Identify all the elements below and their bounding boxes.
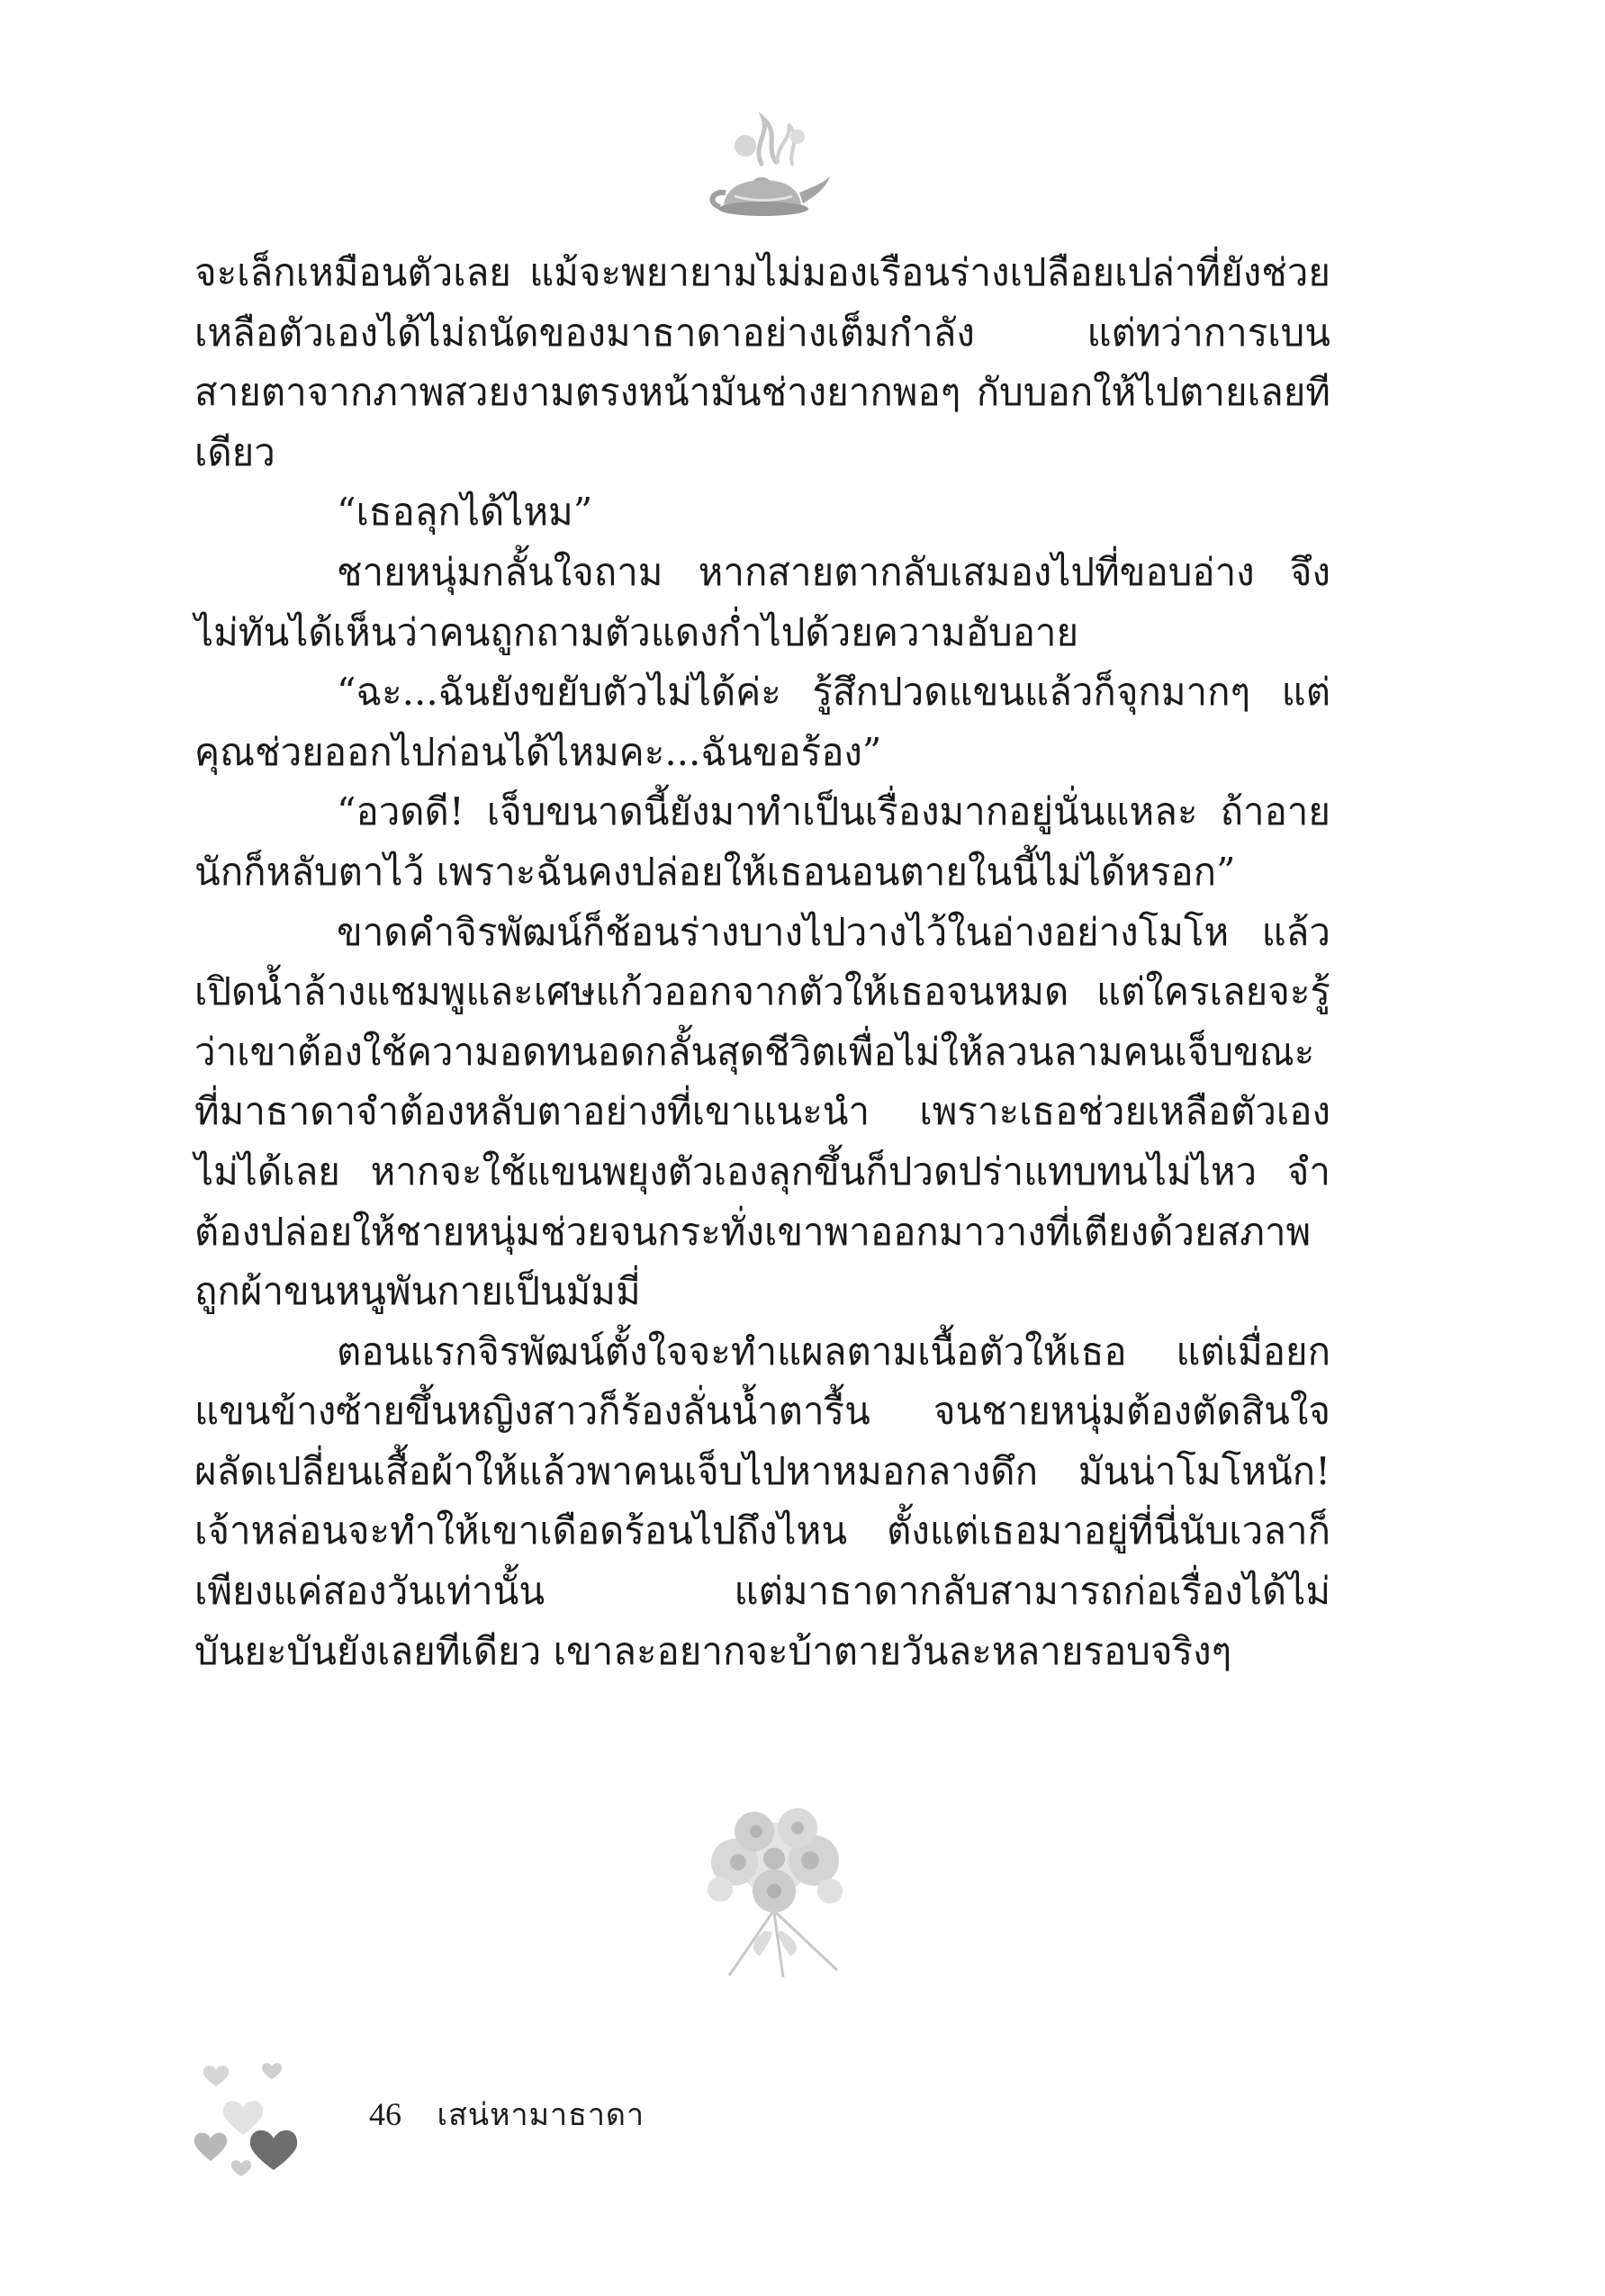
paragraph: ชายหนุ่มกลั้นใจถาม หากสายตากลับเสมองไปที่ขอบอ่าง จึงไม่ทันได้เห็นว่าคนถูกถามตัวแดงก่ำไปด้วยความอับอาย xyxy=(194,549,1330,654)
teapot-icon xyxy=(699,110,834,236)
paragraph: “เธอลุกได้ไหม” xyxy=(337,490,593,535)
paragraph: ขาดคำจิรพัฒน์ก็ช้อนร่างบางไปวางไว้ในอ่างอย่างโมโห แล้วเปิดน้ำล้างแชมพูและเศษแก้วออกจากตัวให้เธอจนหมด แต่ใครเลยจะรู้ว่าเขาต้องใช้ความอดทนอดกลั้นสุดชีวิตเพื่อไม่ให้ลวนลามคนเจ็บขณะที่มาธาดาจำต้องหลับตาอย่างที่เขาแนะนำ เพราะเธอช่วยเหลือตัวเองไม่ได้เลย หากจะใช้แขนพยุงตัวเองลุกขึ้นก็ปวดปร่าแทบทนไม่ไหว จำต้องปล่อยให้ชายหนุ่มช่วยจนกระทั่งเขาพาออกมาวางที่เตียงด้วยสภาพถูกผ้าขนหนูพันกายเป็นมัมมี่ xyxy=(194,909,1330,1314)
flower-bouquet-icon xyxy=(666,1805,882,1985)
page-number: 46 xyxy=(369,2096,401,2132)
paragraph: “ฉะ...ฉันยังขยับตัวไม่ได้ค่ะ รู้สึกปวดแขนแล้วก็จุกมากๆ แต่คุณช่วยออกไปก่อนได้ไหมคะ...ฉันขอร้อง” xyxy=(194,670,1330,774)
paragraph: “อวดดี! เจ็บขนาดนี้ยังมาทำเป็นเรื่องมากอยู่นั่นแหละ ถ้าอายนักก็หลับตาไว้ เพราะฉันคงปล่อยให้เธอนอนตายในนี้ไม่ได้หรอก” xyxy=(194,789,1330,894)
body-text xyxy=(194,243,1330,1681)
paragraph: ตอนแรกจิรพัฒน์ตั้งใจจะทำแผลตามเนื้อตัวให้เธอ แต่เมื่อยกแขนข้างซ้ายขึ้นหญิงสาวก็ร้องลั่นน้ำตารื้น จนชายหนุ่มต้องตัดสินใจผลัดเปลี่ยนเสื้อผ้าให้แล้วพาคนเจ็บไปหาหมอกลางดึก มันน่าโมโหนัก! เจ้าหล่อนจะทำให้เขาเดือดร้อนไปถึงไหน ตั้งแต่เธอมาอยู่ที่นี่นับเวลาก็เพียงแค่สองวันเท่านั้น แต่มาธาดากลับสามารถก่อเรื่องได้ไม่บันยะบันยังเลยทีเดียว เขาละอยากจะบ้าตายวันละหลายรอบจริงๆ xyxy=(194,1328,1330,1673)
paragraph: จะเล็กเหมือนตัวเลย แม้จะพยายามไม่มองเรือนร่างเปลือยเปล่าที่ยังช่วยเหลือตัวเองได้ไม่ถนัดของมาธาดาอย่างเต็มกำลัง แต่ทว่าการเบนสายตาจากภาพสวยงามตรงหน้ามันช่างยากพอๆ กับบอกให้ไปตายเลยทีเดียว xyxy=(194,250,1330,474)
page-footer xyxy=(369,2094,645,2135)
book-title: เสน่หามาธาดา xyxy=(437,2097,645,2133)
hearts-icon xyxy=(189,2052,315,2178)
